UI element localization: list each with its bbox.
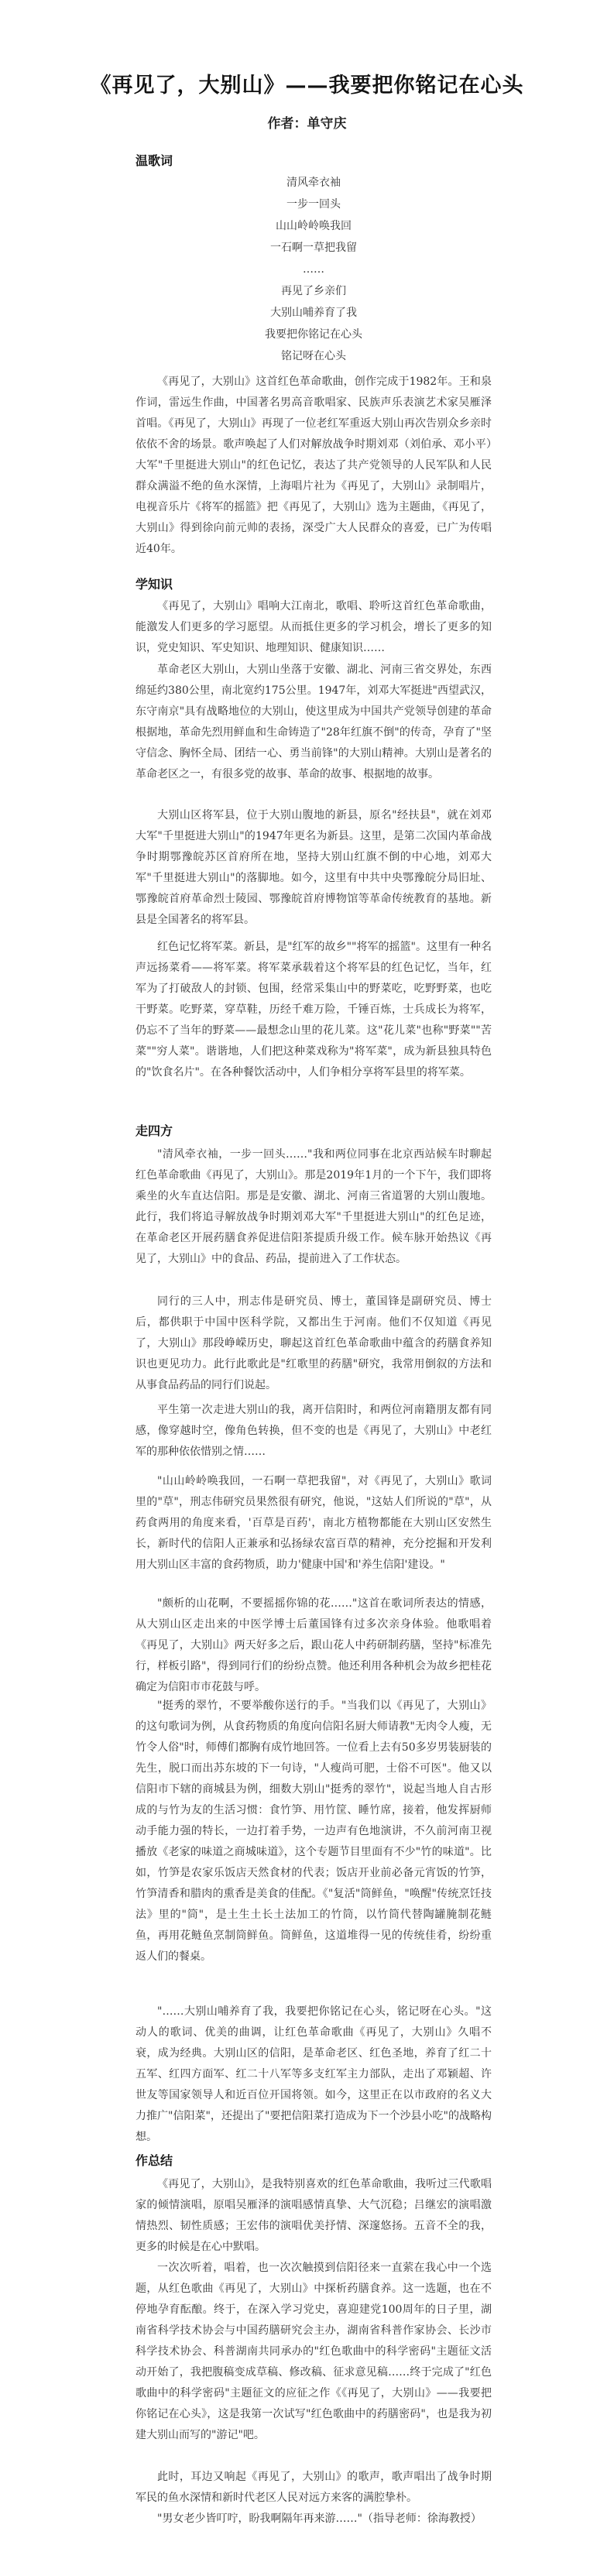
visit-paragraph-5: "颇析的山花啊，不要摇摇你锦的花……"这首在歌词所表达的情感，从大别山区走出来的中医学博士后董国锋有过多次亲身体验。他歌唱着《再见了，大别山》两天好多之后，跟山花人中药研制药膳，坚持"标准先行，样板引路"，得到同行们的纷纷点赞。他还利用各种机会为故乡把桂花确定为信阳市市花鼓与呼。 [135, 1597, 492, 1693]
visit-paragraph-2: 同行的三人中，刑志伟是研究员、博士，董国锋是副研究员、博士后，都供职于中国中医科学院，又都出生于河南。他们不仅知道《再见了，大别山》那段峥嵘历史，聊起这首红色革命歌曲中蕴含的药膳食养知识也更见功力。此行此歌此是"红歌里的药膳"研究，我常用倒叙的方法和从事食品药品的同行们说起。 [135, 1295, 492, 1391]
lyric-line: 我要把你铭记在心头 [265, 328, 362, 341]
lyric-line: 铭记呀在心头 [281, 350, 346, 362]
lyric-line: 一石啊一草把我留 [270, 242, 357, 254]
section-title-visit: 走四方 [135, 1123, 173, 1138]
study-paragraph-1: 《再见了，大别山》唱响大江南北，歌唱、聆听这首红色革命歌曲，能激发人们更多的学习愿望。从而抵住更多的学习机会，增长了更多的知识，党史知识、军史知识、地理知识、健康知识…… [135, 600, 492, 654]
lyric-line: …… [303, 263, 324, 276]
study-paragraph-3: 大别山区将军县，位于大别山腹地的新县，原名"经扶县"，就在刘邓大军"千里挺进大别山"的1947年更名为新县。这里，是第二次国内革命战争时期鄂豫皖苏区首府所在地，坚持大别山红旗不倒的中心地，刘邓大军"千里挺进大别山"的落脚地。如今，这里有中共中央鄂豫皖分局旧址、鄂豫皖首府革命烈士陵园、鄂豫皖首府博物馆等革命传统教育的基地。新县是全国著名的将军县。 [135, 809, 492, 926]
summary-paragraph-4: "男女老少皆叮咛，盼我啊隔年再来游……"（指导老师：徐海教授） [157, 2513, 482, 2525]
article-author: 作者：单守庆 [267, 116, 347, 132]
section-title-lyrics: 温歌词 [135, 153, 173, 168]
visit-paragraph-3: 平生第一次走进大别山的我，离开信阳时，和两位河南籍朋友都有同感，像穿越时空，像角色转换，但不变的也是《再见了，大别山》中老红军的那种依依惜别之情…… [135, 1404, 492, 1458]
study-paragraph-2: 革命老区大别山，大别山坐落于安徽、湖北、河南三省交界处，东西绵延约380公里，南北宽约175公里。1947年，刘邓大军挺进"西望武汉，东守南京"具有战略地位的大别山，使这里成为中国共产党领导创建的革命根据地，革命先烈用鲜血和生命铸造了"28年红旗不倒"的传奇，孕育了"坚守信念、胸怀全局、团结一心、勇当前锋"的大别山精神。大别山是著名的革命老区之一，有很多党的故事、革命的故事、根据地的故事。 [135, 664, 492, 780]
lyric-line: 大别山哺养育了我 [270, 307, 357, 319]
lyric-line: 一步一回头 [286, 198, 341, 211]
intro-paragraph: 《再见了，大别山》这首红色革命歌曲，创作完成于1982年。王和泉作词，雷远生作曲，中国著名男高音歌唱家、民族声乐表演艺术家吴雁泽首唱。《再见了，大别山》再现了一位老红军重返大别山再次告别众乡亲时依依不舍的场景。歌声唤起了人们对解放战争时期刘邓（刘伯承、邓小平）大军"千里挺进大别山"的红色记忆，表达了共产党领导的人民军队和人民群众满溢不绝的鱼水深情，上海唱片社为《再见了，大别山》录制唱片，电视音乐片《将军的摇篮》把《再见了，大别山》选为主题曲，《再见了，大别山》得到徐向前元帅的表扬，深受广大人民群众的喜爱，已广为传唱近40年。 [135, 376, 492, 555]
section-title-study: 学知识 [135, 577, 173, 592]
visit-paragraph-1: "清风牵衣袖，一步一回头……"我和两位同事在北京西站候车时聊起红色革命歌曲《再见了，大别山》。那是2019年1月的一个下午，我们即将乘坐的火车直达信阳。那是是安徽、湖北、河南三省道署的大别山腹地。此行，我们将追寻解放战争时期刘邓大军"千里挺进大别山"的红色足迹，在革命老区开展药膳食养促进信阳茶提质升级工作。候车脉开始热议《再见了，大别山》中的食品、药品，提前进入了工作状态。 [135, 1148, 492, 1265]
lyric-line: 清风牵衣袖 [286, 177, 341, 189]
visit-paragraph-6: "挺秀的翠竹，不要举酸你送行的手。"当我们以《再见了，大别山》的这句歌词为例，从食药物质的角度向信阳名厨大师请教"无肉令人瘦，无竹令人俗"时，师傅们都胸有成竹地回答。一位看上去有50多岁男装厨装的先生，脱口而出苏东坡的下一句诗，"人瘦尚可肥，士俗不可医"。他又以信阳市下辖的商城县为例，细数大别山"挺秀的翠竹"，说起当地人自古形成的与竹为友的生活习惯：食竹笋、用竹筐、睡竹席，接着，他发挥厨师动手能力强的特长，一边打着手势，一边声有色地演讲，不久前河南卫视播放《老家的味道之商城味道》，这个专题节目里面有不少"竹的味道"。比如，竹笋是农家乐饭店天然食材的代表；饭店开业前必备元宵饭的竹笋，竹笋清香和腊肉的熏香是美食的佳配。《"复活"筒鲜鱼，"唤醒"传统烹饪技法》里的"筒"，是土生土长土法加工的竹筒，以竹筒代替陶罐腌制花鲢鱼，再用花鲢鱼烹制筒鲜鱼。筒鲜鱼，这道堆得一见的传统佳肴，纷纷重返人们的餐桌。 [135, 1700, 492, 1963]
section-title-summary: 作总结 [135, 2153, 173, 2168]
lyric-line: 山山岭岭唤我回 [276, 220, 352, 232]
visit-paragraph-4: "山山岭岭唤我回，一石啊一草把我留"，对《再见了，大别山》歌词里的"草"，刑志伟研究员果然很有研究，他说，"这姑人们所说的"草"，从药食两用的角度来看，'百草是百药'，南北方植物都能在大别山区安然生长，新时代的信阳人正兼承和弘扬绿农富百草的精神，充分挖掘和开发利用大别山区丰富的食药物质，助力'健康中国'和'养生信阳'建设。" [135, 1475, 492, 1571]
lyrics-block [135, 172, 492, 367]
study-paragraph-4: 红色记忆将军菜。新县，是"红军的故乡""将军的摇篮"。这里有一种名声远扬菜肴——将军菜。将军菜承载着这个将军县的红色记忆，当年，红军为了打破敌人的封锁、包围，经常采集山中的野菜吃，吃野野菜，也吃干野菜。吃野菜，穿草鞋，历经千难万险，千锤百炼，士兵成长为将军，仍忘不了当年的野菜——最想念山里的花儿菜。这"花儿菜"也称"野菜""苦菜""穷人菜"。谐谐地，人们把这种菜戏称为"将军菜"，成为新县独具特色的"饮食名片"。在各种餐饮活动中，人们争相分享将军县里的将军菜。 [135, 941, 492, 1079]
visit-paragraph-7: "……大别山哺养育了我，我要把你铭记在心头，铭记呀在心头。"这动人的歌词、优美的曲调，让红色革命歌曲《再见了，大别山》久唱不衰，成为经典。大别山区的信阳，是革命老区、红色圣地，养育了红二十五军、红四方面军、红二十八军等多支红军主力部队，走出了邓颖超、许世友等国家领导人和近百位开国将领。如今，这里正在以市政府的名义大力推广"信阳菜"，还提出了"要把信阳菜打造成为下一个沙县小吃"的战略构想。 [135, 2005, 492, 2143]
summary-paragraph-3: 此时，耳边又响起《再见了，大别山》的歌声，歌声唱出了战争时期军民的鱼水深情和新时代老区人民对远方来客的满腔挚朴。 [135, 2471, 492, 2504]
article-title: 《再见了，大别山》——我要把你铭记在心头 [90, 74, 524, 98]
lyric-line: 再见了乡亲们 [281, 285, 346, 297]
summary-paragraph-1: 《再见了，大别山》，是我特别喜欢的红色革命歌曲，我听过三代歌唱家的倾情演唱，原唱吴雁泽的演唱感情真挚、大气沉稳；吕继宏的演唱激情热烈、韧性质感；王宏伟的演唱优美抒情、深邃悠扬。五音不全的我，更多的时候是在心中默唱。 [135, 2178, 492, 2253]
summary-paragraph-2: 一次次听着，唱着，也一次次触摸到信阳径来一直萦在我心中一个选题，从红色歌曲《再见了，大别山》中探析药膳食养。这一选题，也在不停地孕育酝酿。终于，在深入学习党史，喜迎建党100周年的日子里，湖南省科学技术协会与中国药膳研究会主办，湖南省科普作家协会、长沙市科学技术协会、科普湖南共同承办的"红色歌曲中的科学密码"主题征文活动开始了，我把腹稿变成草稿、修改稿、征求意见稿……终于完成了"红色歌曲中的科学密码"主题征文的应征之作《《再见了，大别山》——我要把你铭记在心头》，这是我第一次试写"红色歌曲中的药膳密码"，也是我为初建大别山而写的"游记"吧。 [135, 2262, 492, 2441]
